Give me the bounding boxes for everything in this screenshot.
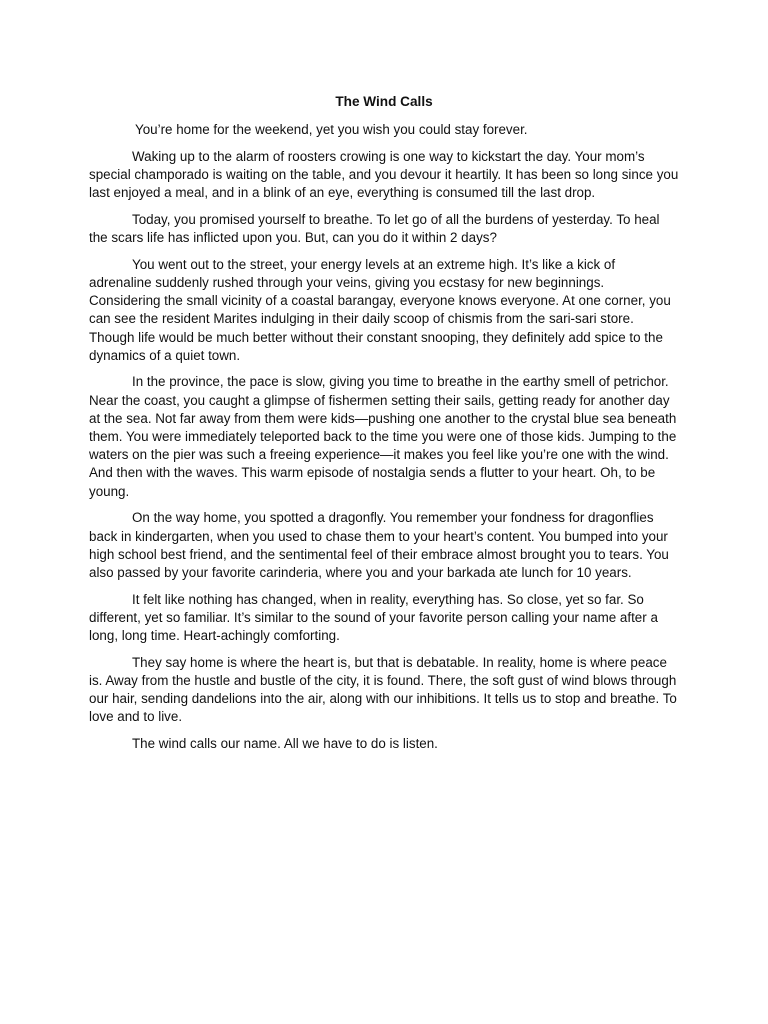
paragraph: It felt like nothing has changed, when in reality, everything has. So close, yet so far. So different, yet so familiar. It’s similar to the sound of your favorite person calling your name after a long, long time. Heart-achingly comforting. [89, 591, 658, 644]
paragraph: Waking up to the alarm of roosters crowing is one way to kickstart the day. Your mom’s special champorado is waiting on the table, and you devour it heartily. It has been so long since you last enjoyed a meal, and in a blink of an eye, everything is consumed till the last drop. [89, 148, 679, 201]
paragraph: The wind calls our name. All we have to do is listen. [132, 736, 438, 752]
paragraph: They say home is where the heart is, but that is debatable. In reality, home is where peace is. Away from the hustle and bustle of the city, it is found. There, the soft gust of wind blows through our hair, sending dandelions into the air, along with our inhibitions. It tells us to stop and breathe. To love and to live. [89, 654, 677, 725]
document-body [89, 121, 679, 762]
paragraph: Today, you promised yourself to breathe. To let go of all the burdens of yesterday. To heal the scars life has inflicted upon you. But, can you do it within 2 days? [89, 211, 660, 246]
paragraph: On the way home, you spotted a dragonfly. You remember your fondness for dragonflies back in kindergarten, when you used to chase them to your heart’s content. You bumped into your high school best friend, and the sentimental feel of their embrace almost brought you to tears. You also passed by your favorite carinderia, where you and your barkada ate lunch for 10 years. [89, 510, 669, 580]
document-title: The Wind Calls [335, 94, 433, 109]
paragraph: You’re home for the weekend, yet you wish you could stay forever. [135, 122, 528, 137]
paragraph: You went out to the street, your energy levels at an extreme high. It’s like a kick of adrenaline suddenly rushed through your veins, giving you ecstasy for new beginnings. Considering the small vicinity of a coastal barangay, everyone knows everyone. At one corner, you can see the resident Marites indulging in their daily scoop of chismis from the sari-sari store. Though life would be much better without their constant snooping, they definitely add spice to the dynamics of a quiet town. [89, 256, 671, 363]
paragraph: In the province, the pace is slow, giving you time to breathe in the earthy smell of petrichor. Near the coast, you caught a glimpse of fishermen setting their sails, getting ready for another day at the sea. Not far away from them were kids—pushing one another to the crystal blue sea beneath them. You were immediately teleported back to the time you were one of those kids. Jumping to the waters on the pier was such a freeing experience—it makes you feel like you’re one with the wind. And then with the waves. This warm episode of nostalgia sends a flutter to your heart. Oh, to be young. [89, 374, 677, 499]
